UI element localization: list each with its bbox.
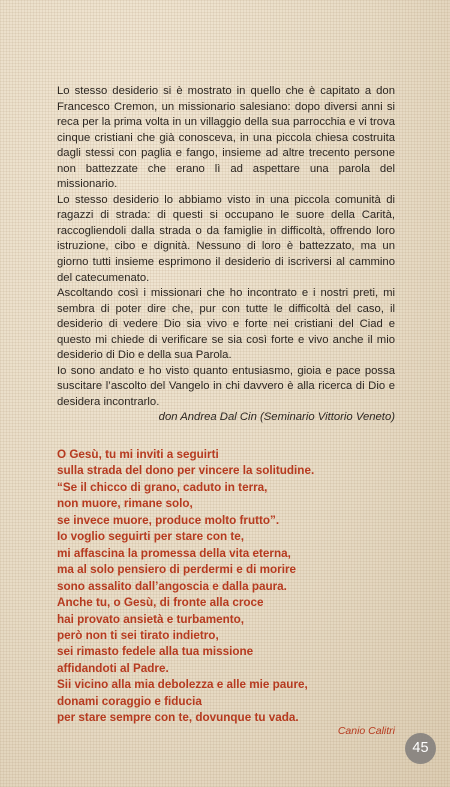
poem-line: mi affascina la promessa della vita eterna, (57, 546, 291, 560)
poem-line: affidandoti al Padre. (57, 661, 169, 675)
poem-line: Anche tu, o Gesù, di fronte alla croce (57, 596, 264, 610)
paragraph-4: Io sono andato e ho visto quanto entusiasmo, gioia e pace possa suscitare l’ascolto del Vangelo in chi davvero è alla ricerca di Dio e desidera incontrarlo. (57, 364, 395, 408)
poem-line: Io voglio seguirti per stare con te, (57, 530, 245, 544)
poem-line: hai provato ansietà e turbamento, (57, 612, 245, 626)
poem-line: se invece muore, produce molto frutto”. (57, 513, 280, 527)
prose-section (57, 84, 395, 426)
poem-signature: Canio Calitri (337, 725, 395, 737)
prose-signature: don Andrea Dal Cin (Seminario Vittorio Veneto) (158, 411, 395, 424)
poem-line: sulla strada del dono per vincere la solitudine. (57, 464, 315, 478)
poem-line: O Gesù, tu mi inviti a seguirti (57, 448, 219, 461)
poem-line: sei rimasto fedele alla tua missione (57, 645, 254, 659)
poem-line: sono assalito dall’angoscia e dalla paura. (57, 579, 287, 593)
poem-line: per stare sempre con te, dovunque tu vada. (57, 711, 299, 725)
poem (57, 447, 397, 727)
poem-line: donami coraggio e fiducia (57, 694, 202, 708)
poem-line: non muore, rimane solo, (57, 497, 193, 511)
poem-line: ma al solo pensiero di perdermi e di morire (57, 563, 297, 577)
paragraph-2: Lo stesso desiderio lo abbiamo visto in una piccola comunità di ragazzi di strada: di questi si occupano le suore della Carità, raccogliendoli dalla strada o da famiglie in difficoltà, offrendo loro istruzione, cibo e dignità. Nessuno di loro è battezzato, ma un giorno tutti insieme esprimono il desiderio di iscriversi al cammino del catecumenato. (57, 193, 395, 284)
paragraph-1: Lo stesso desiderio si è mostrato in quello che è capitato a don Francesco Cremon, un missionario salesiano: dopo diversi anni si reca per la prima volta in un villaggio della sua parrocchia e vi trova cinque cristiani che già conosceva, in una piccola chiesa costruita dagli stessi con paglia e fango, insieme ad altre trecento persone non battezzate che erano lì ad aspettare una parola del missionario. (57, 85, 395, 191)
paragraph-3: Ascoltando così i missionari che ho incontrato e i nostri preti, mi sembra di poter dire che, pur con tutte le difficoltà del caso, il desiderio di vedere Dio sia vivo e forte nei cristiani del Ciad e questo mi chiede di verificare se sia così forte e vivo anche il mio desiderio di Dio e della sua Parola. (57, 287, 395, 362)
page-number-badge: 45 (405, 733, 436, 764)
poem-line: Sii vicino alla mia debolezza e alle mie paure, (57, 678, 308, 692)
poem-line: però non ti sei tirato indietro, (57, 628, 219, 642)
poem-line: “Se il chicco di grano, caduto in terra, (57, 480, 268, 494)
